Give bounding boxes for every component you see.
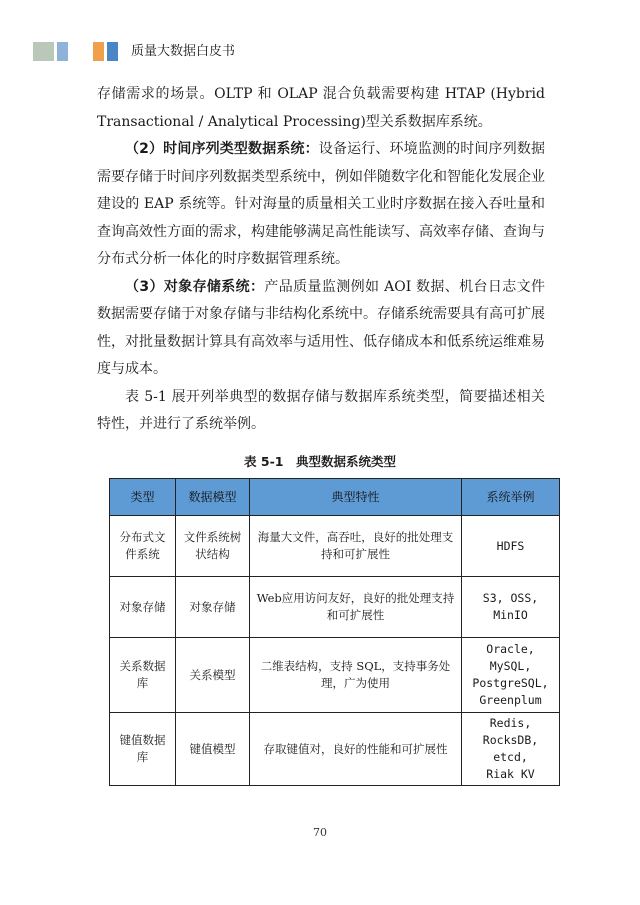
cell-model: 文件系统树状结构 (176, 516, 250, 577)
paragraph-object-storage (97, 274, 545, 384)
column-header-examples: 系统举例 (462, 479, 560, 516)
paragraph-body: 设备运行、环境监测的时间序列数据需要存储于时间序列数据类型系统中，例如伴随数字化和智能化发展企业建设的 EAP 系统等。针对海量的质量相关工业时序数据在接入吞吐量和查询高效性方面的需求，构建能够满足高性能读写、高效率存储、查询与分布式分析一体化的时序数据管理系统。 (97, 141, 545, 267)
table-row (110, 577, 560, 638)
header-title: 质量大数据白皮书 (131, 44, 236, 59)
cell-type: 关系数据库 (110, 638, 176, 713)
example-system: Oracle, (486, 642, 535, 656)
example-system: Greenplum (479, 693, 542, 707)
body-text (97, 81, 545, 439)
example-system: PostgreSQL, (472, 676, 549, 690)
example-system: Riak KV (486, 767, 535, 781)
column-header-feature: 典型特性 (250, 479, 462, 516)
cell-examples (462, 713, 560, 786)
column-header-model: 数据模型 (176, 479, 250, 516)
paragraph-htap: 存储需求的场景。OLTP 和 OLAP 混合负载需要构建 HTAP (Hybrid Transactional / Analytical Processing)型关系数据库系统。 (97, 86, 545, 130)
paragraph-timeseries (97, 136, 545, 274)
example-system: S3, OSS, (482, 591, 539, 605)
header-decor-block (57, 42, 68, 61)
paragraph-body: 产品质量监测例如 AOI 数据、机台日志文件数据需要存储于对象存储与非结构化系统中。存储系统需要具有高可扩展性，对批量数据计算具有高效率与适用性、低存储成本和低系统运维难易度与成本。 (97, 278, 545, 377)
example-system: HDFS (496, 538, 525, 553)
cell-feature: 二维表结构，支持 SQL，支持事务处理，广为使用 (250, 638, 462, 713)
example-system: MinIO (493, 608, 528, 622)
data-systems-table (109, 478, 560, 786)
cell-model: 对象存储 (176, 577, 250, 638)
cell-model: 键值模型 (176, 713, 250, 786)
cell-type: 分布式文件系统 (110, 516, 176, 577)
column-header-type: 类型 (110, 479, 176, 516)
header-decor-block (33, 42, 54, 61)
header-decor-block (93, 42, 104, 61)
page-header (33, 42, 433, 62)
table-row (110, 516, 560, 577)
cell-feature: Web应用访问友好，良好的批处理支持和可扩展性 (250, 577, 462, 638)
table-header-row (110, 479, 560, 516)
cell-examples (462, 577, 560, 638)
paragraph-heading: （2）时间序列类型数据系统： (125, 141, 319, 157)
cell-feature: 存取键值对，良好的性能和可扩展性 (250, 713, 462, 786)
example-system: Redis, (489, 716, 532, 730)
paragraph-heading: （3）对象存储系统： (125, 278, 265, 295)
cell-model: 关系模型 (176, 638, 250, 713)
cell-examples (462, 516, 560, 577)
paragraph-table-intro: 表 5-1 展开列举典型的数据存储与数据库系统类型，简要描述相关特性，并进行了系统举例。 (97, 388, 545, 432)
cell-examples (462, 638, 560, 713)
header-decor-block (107, 42, 118, 61)
cell-type: 键值数据库 (110, 713, 176, 786)
page-number: 70 (313, 826, 327, 839)
cell-type: 对象存储 (110, 577, 176, 638)
cell-feature: 海量大文件，高吞吐，良好的批处理支持和可扩展性 (250, 516, 462, 577)
example-system: RocksDB, (482, 733, 539, 747)
example-system: MySQL, (489, 659, 532, 673)
example-system: etcd, (493, 750, 528, 764)
table-row (110, 713, 560, 786)
table-row (110, 638, 560, 713)
table-caption: 表 5-1 典型数据系统类型 (244, 454, 396, 469)
